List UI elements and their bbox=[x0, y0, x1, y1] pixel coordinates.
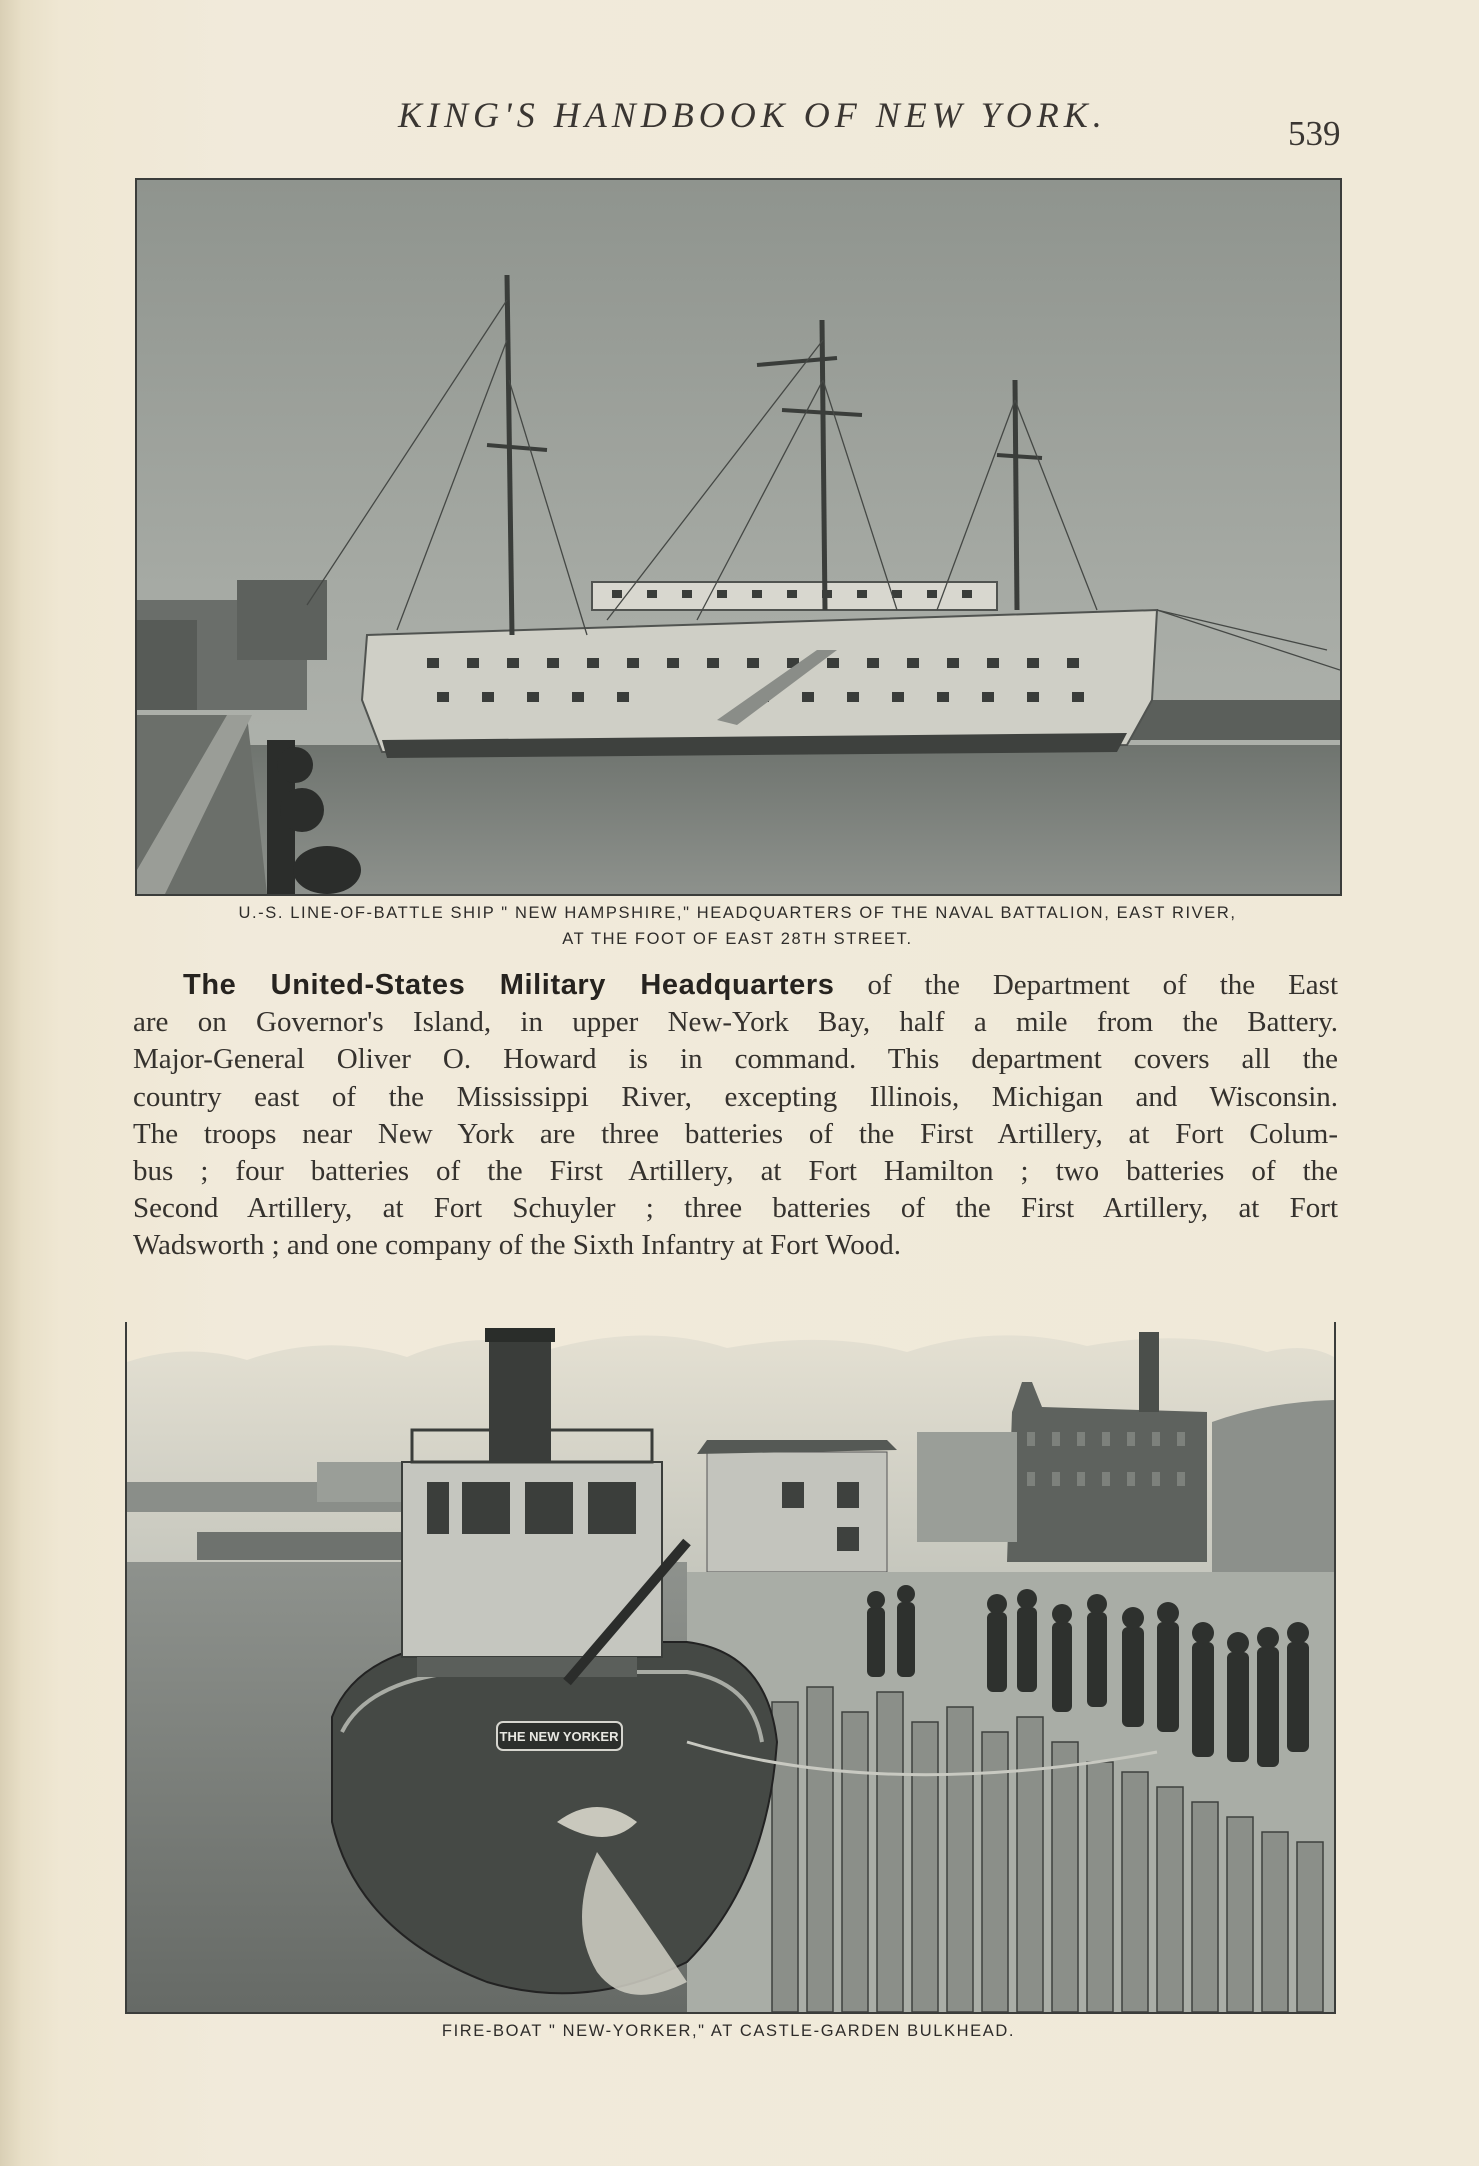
article-line: The troops near New York are three batteries of the First Artillery, at Fort Colum- bbox=[133, 1117, 1338, 1150]
figure-caption-ship-line1: U.-S. LINE-OF-BATTLE SHIP " NEW HAMPSHIRE," HEADQUARTERS OF THE NAVAL BATTALION, EAST RIVER, bbox=[238, 904, 1237, 922]
fireboat-illustration bbox=[127, 1322, 1334, 2012]
article-paragraph bbox=[133, 967, 1338, 1265]
running-head bbox=[0, 92, 1479, 153]
article-line: are on Governor's Island, in upper New-York Bay, half a mile from the Battery. bbox=[133, 1006, 1338, 1039]
fireboat-new-yorker-photo bbox=[125, 1322, 1336, 2014]
article-lead: The United-States Military Headquarters bbox=[183, 969, 835, 1001]
article-line: Major-General Oliver O. Howard is in command. This department covers all the bbox=[133, 1043, 1338, 1076]
article-line: country east of the Mississippi River, excepting Illinois, Michigan and Wisconsin. bbox=[133, 1080, 1338, 1113]
ship-new-hampshire-photo bbox=[135, 178, 1342, 896]
article-line: Wadsworth ; and one company of the Sixth Infantry at Fort Wood. bbox=[133, 1229, 901, 1262]
running-title: KING'S HANDBOOK OF NEW YORK. bbox=[398, 95, 1107, 135]
boat-nameplate: THE NEW YORKER bbox=[499, 1729, 619, 1744]
ship-illustration bbox=[137, 180, 1340, 894]
figure-caption-fireboat: FIRE-BOAT " NEW-YORKER," AT CASTLE-GARDEN BULKHEAD. bbox=[441, 2022, 1016, 2040]
figure-caption-ship-line2: AT THE FOOT OF EAST 28TH STREET. bbox=[562, 930, 913, 948]
page-number: 539 bbox=[1288, 114, 1341, 153]
article-line: The United-States Military Headquarters of the Department of the East bbox=[183, 969, 1339, 1001]
article-line: bus ; four batteries of the First Artillery, at Fort Hamilton ; two batteries of the bbox=[133, 1154, 1338, 1187]
article-line: Second Artillery, at Fort Schuyler ; three batteries of the First Artillery, at Fort bbox=[133, 1192, 1338, 1225]
